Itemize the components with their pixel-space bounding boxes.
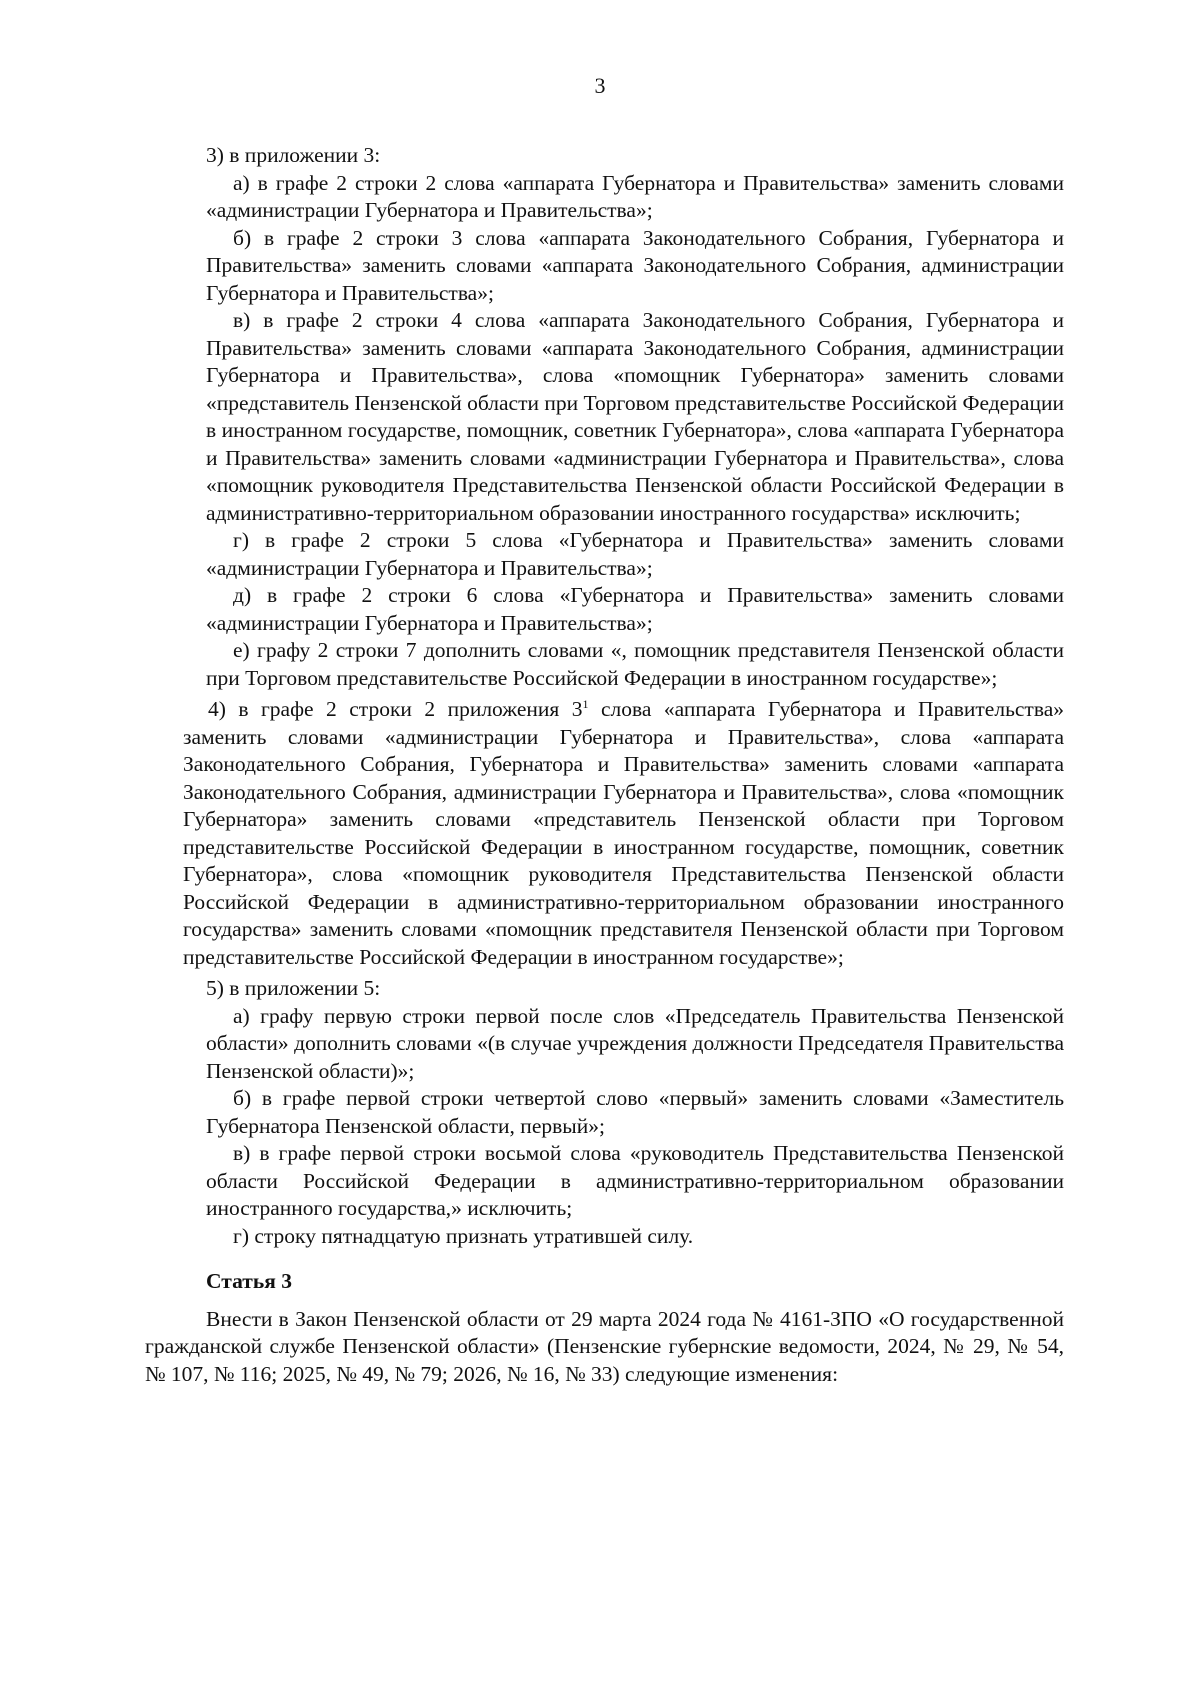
item-4-text-rest: слова «аппарата Губернатора и Правительства» заменить словами «администрации Губернатора и Правительства», слова «аппарата Законодательного Собрания, Губернатора и Правительства» заменить словами «аппарата Законодательного Собрания, администрации Губернатора и Правительства», слова «помощник Губернатора» заменить словами «представитель Пензенской области при Торговом представительстве Российской Федерации в иностранном государстве, помощник, советник Губернатора», слова «помощник руководителя Представительства Пензенской области Российской Федерации в административно-территориальном образовании иностранного государства» заменить словами «помощник представителя Пензенской области при Торговом представительстве Российской Федерации в иностранном государстве»; — [183, 697, 1064, 969]
item-5-heading: 5) в приложении 5: — [206, 976, 381, 1000]
item-5g: г) строку пятнадцатую признать утратившей силу. — [233, 1223, 694, 1248]
article-heading: Статья 3 — [206, 1269, 292, 1293]
item-5v: в) в графе первой строки восьмой слова «руководитель Представительства Пензенской области Российской Федерации в административно-территориальном образовании иностранного государства,» исключить; — [206, 1141, 1064, 1220]
page-number: 3 — [594, 73, 606, 98]
item-4-text-start: 4) в графе 2 строки 2 приложения 3 — [208, 697, 583, 721]
superscript-marker: 1 — [582, 696, 589, 711]
item-3b: б) в графе 2 строки 3 слова «аппарата Законодательного Собрания, Губернатора и Правительства» заменить словами «аппарата Законодательного Собрания, администрации Губернатора и Правительства»; — [206, 225, 1064, 305]
item-3v: в) в графе 2 строки 4 слова «аппарата Законодательного Собрания, Губернатора и Правительства» заменить словами «аппарата Законодательного Собрания, администрации Губернатора и Правительства», слова «помощник Губернатора» заменить словами «представитель Пензенской области при Торговом представительстве Российской Федерации в иностранном государстве, помощник, советник Губернатора», слова «аппарата Губернатора и Правительства» заменить словами «администрации Губернатора и Правительства», слова «помощник руководителя Представительства Пензенской области Российской Федерации в административно-территориальном образовании иностранного государства» исключить; — [206, 308, 1064, 525]
document-body — [0, 142, 1200, 1388]
item-3-heading: 3) в приложении 3: — [206, 143, 381, 167]
item-4 — [183, 696, 1064, 971]
item-5a: а) графу первую строки первой после слов «Председатель Правительства Пензенской области» дополнить словами «(в случае учреждения должности Председателя Правительства Пензенской области)»; — [206, 1003, 1064, 1083]
item-3a: а) в графе 2 строки 2 слова «аппарата Губернатора и Правительства» заменить словами «администрации Губернатора и Правительства»; — [206, 170, 1064, 222]
item-3g: г) в графе 2 строки 5 слова «Губернатора и Правительства» заменить словами «администрации Губернатора и Правительства»; — [206, 528, 1064, 580]
item-5b: б) в графе первой строки четвертой слово «первый» заменить словами «Заместитель Губернатора Пензенской области, первый»; — [206, 1086, 1064, 1138]
article-body: Внести в Закон Пензенской области от 29 марта 2024 года № 4161-ЗПО «О государственной гражданской службе Пензенской области» (Пензенские губернские ведомости, 2024, № 29, № 54, № 107, № 116; 2025, № 49, № 79; 2026, № 16, № 33) следующие изменения: — [145, 1306, 1064, 1386]
item-3e: е) графу 2 строки 7 дополнить словами «, помощник представителя Пензенской области при Торговом представительстве Российской Федерации в иностранном государстве»; — [206, 638, 1064, 690]
item-3d: д) в графе 2 строки 6 слова «Губернатора и Правительства» заменить словами «администрации Губернатора и Правительства»; — [206, 583, 1064, 635]
